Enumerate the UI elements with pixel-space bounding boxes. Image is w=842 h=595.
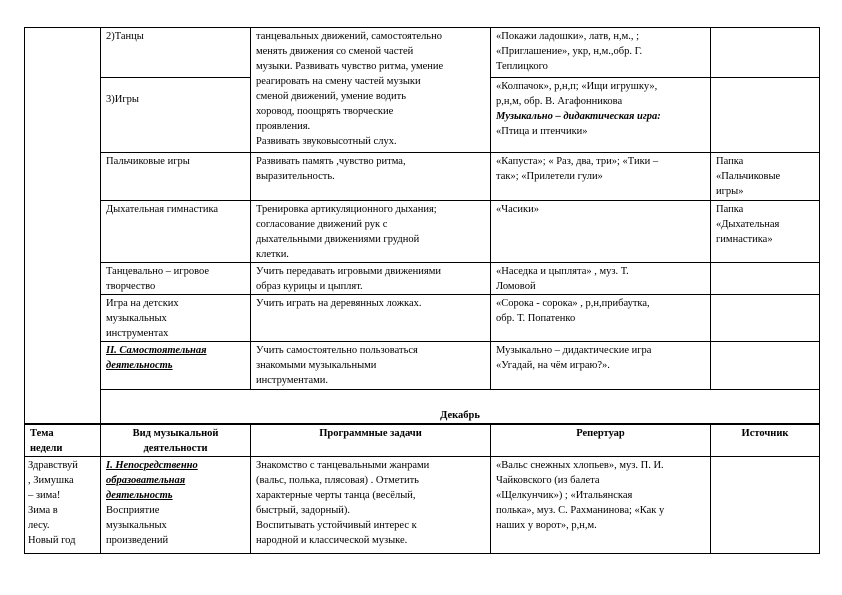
repertoire-cell: «Колпачок», р,н,п; «Ищи игрушку», р,н,м, обр. В. Агафонникова Музыкально – дидактическая игра: «Птица и птенчики» xyxy=(491,78,711,153)
repertoire-cell: «Вальс снежных хлопьев», муз. П. И. Чайковского (из балета «Щелкунчик») ; «Итальянская полька», муз. С. Рахманинова; «Как у наших у ворот», р,н,м. xyxy=(491,457,711,554)
table-row xyxy=(25,153,820,201)
repertoire-cell: «Покажи ладошки», латв, н,м., ; «Приглашение», укр, н,м.,обр. Г. Теплицкого xyxy=(491,28,711,78)
header-activity: Вид музыкальной деятельности xyxy=(101,425,251,457)
tasks-cell: Учить самостоятельно пользоваться знакомыми музыкальными инструментами. xyxy=(251,342,491,390)
activity-cell: Дыхательная гимнастика xyxy=(101,201,251,263)
week-cell: Здравствуй , Зимушка – зима! Зима в лесу. Новый год xyxy=(25,457,101,554)
tasks-cell: Развивать память ,чувство ритма, выразительность. xyxy=(251,153,491,201)
plan-table xyxy=(24,27,820,424)
source-cell xyxy=(711,263,820,295)
activity-cell: Игра на детских музыкальных инструментах xyxy=(101,295,251,342)
repertoire-cell: «Наседка и цыплята» , муз. Т. Ломовой xyxy=(491,263,711,295)
activity-cell: I. Непосредственно образовательная деятельность Восприятие музыкальных произведений xyxy=(101,457,251,554)
repertoire-cell: «Часики» xyxy=(491,201,711,263)
month-row xyxy=(25,390,820,424)
table-row xyxy=(25,28,820,78)
activity-cell: Танцевально – игровое творчество xyxy=(101,263,251,295)
table-row xyxy=(25,342,820,390)
december-table xyxy=(24,424,820,554)
table-row xyxy=(25,201,820,263)
source-cell: Папка «Пальчиковые игры» xyxy=(711,153,820,201)
header-tasks: Программные задачи xyxy=(251,425,491,457)
tasks-cell: Учить играть на деревянных ложках. xyxy=(251,295,491,342)
document-page xyxy=(24,27,819,554)
table-row xyxy=(25,295,820,342)
activity-cell: II. Самостоятельная деятельность xyxy=(101,342,251,390)
header-source: Источник xyxy=(711,425,820,457)
tasks-cell: Знакомство с танцевальными жанрами (вальс, полька, плясовая) . Отметить характерные черты танца (весёлый, быстрый, задорный). Воспитывать устойчивый интерес к народной и классической музыке. xyxy=(251,457,491,554)
tasks-cell: танцевальных движений, самостоятельно менять движения со сменой частей музыки. Развивать чувство ритма, умение реагировать на смену частей музыки сменой движений, умение водить хоровод, поощрять творческие проявления. Развивать звуковысотный слух. xyxy=(251,28,491,153)
tasks-cell: Тренировка артикуляционного дыхания; согласование движений рук с дыхательными движениями грудной клетки. xyxy=(251,201,491,263)
header-week: Тема недели xyxy=(25,425,101,457)
activity-cell: 3)Игры xyxy=(101,78,251,153)
repertoire-cell: «Сорока - сорока» , р,н,прибаутка, обр. Т. Попатенко xyxy=(491,295,711,342)
source-cell xyxy=(711,28,820,78)
week-cell-empty xyxy=(25,28,101,424)
month-title: Декабрь xyxy=(101,390,820,424)
header-row xyxy=(25,425,820,457)
source-cell xyxy=(711,78,820,153)
tasks-cell: Учить передавать игровыми движениями образ курицы и цыплят. xyxy=(251,263,491,295)
activity-cell: Пальчиковые игры xyxy=(101,153,251,201)
table-row xyxy=(25,457,820,554)
repertoire-cell: Музыкально – дидактические игра «Угадай, на чём играю?». xyxy=(491,342,711,390)
source-cell xyxy=(711,342,820,390)
source-cell xyxy=(711,457,820,554)
table-row xyxy=(25,263,820,295)
source-cell xyxy=(711,295,820,342)
repertoire-cell: «Капуста»; « Раз, два, три»; «Тики – так»; «Прилетели гули» xyxy=(491,153,711,201)
header-repertoire: Репертуар xyxy=(491,425,711,457)
source-cell: Папка «Дыхательная гимнастика» xyxy=(711,201,820,263)
activity-cell: 2)Танцы xyxy=(101,28,251,78)
